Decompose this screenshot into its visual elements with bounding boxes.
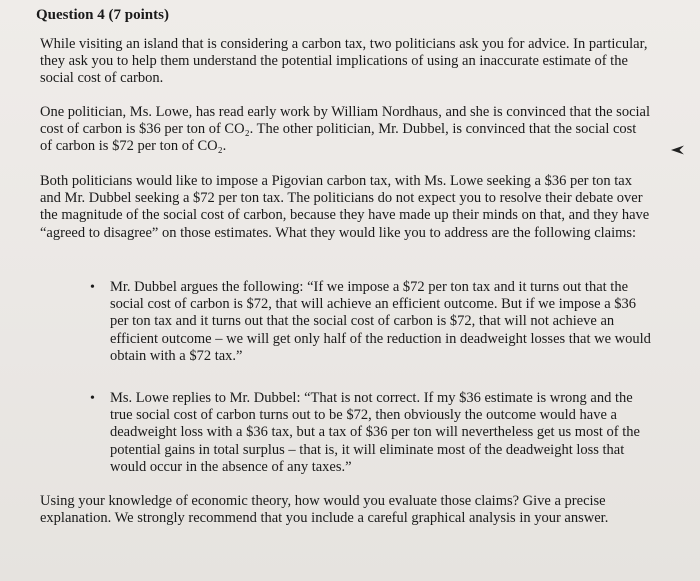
bullet-icon: • (90, 391, 95, 406)
mouse-pointer-icon (671, 145, 685, 155)
paragraph-instructions: Using your knowledge of economic theory, how would you evaluate those claims? Give a precise explanation. We strongly recommend that you include a careful graphical analysis in your answer. (40, 493, 609, 527)
paragraph-pigovian-tax: Both politicians would like to impose a Pigovian carbon tax, with Ms. Lowe seeking a $36 per ton tax and Mr. Dubbel seeking a $72 per ton tax. The politicians do not expect you to resolve their debate over the magnitude of the social cost of carbon, because they have made up their minds on that, and they have “agreed to disagree” on those estimates. What they would like you to address are the following claims: (40, 173, 650, 241)
bullet-icon: • (90, 280, 95, 295)
claim-dubbel: Mr. Dubbel argues the following: “If we impose a $72 per ton tax and it turns out that the social cost of carbon is $72, that will achieve an efficient outcome. But if we impose a $36 per ton tax and it turns out that the social cost of carbon is $72, that will not achieve an efficient outcome – we will get only half of the reduction in deadweight losses that we would obtain with a $72 tax.” (110, 279, 651, 364)
question-title: Question 4 (7 points) (36, 7, 169, 23)
paragraph-intro: While visiting an island that is considering a carbon tax, two politicians ask you for advice. In particular, they ask you to help them understand the potential implications of using an inaccurate estimate of the social cost of carbon. (40, 36, 648, 87)
paragraph-politicians: One politician, Ms. Lowe, has read early work by William Nordhaus, and she is convinced that the social cost of carbon is $36 per ton of CO₂. The other politician, Mr. Dubbel, is convinced that the social cost of carbon is $72 per ton of CO₂. (40, 104, 651, 155)
claim-lowe: Ms. Lowe replies to Mr. Dubbel: “That is not correct. If my $36 estimate is wrong and the true social cost of carbon turns out to be $72, then obviously the outcome would have a deadweight loss with a $36 tax, but a tax of $36 per ton will nevertheless get us most of the potential gains in total surplus – that is, it will eliminate most of the deadweight loss that would occur in the absence of any taxes.” (110, 390, 640, 475)
